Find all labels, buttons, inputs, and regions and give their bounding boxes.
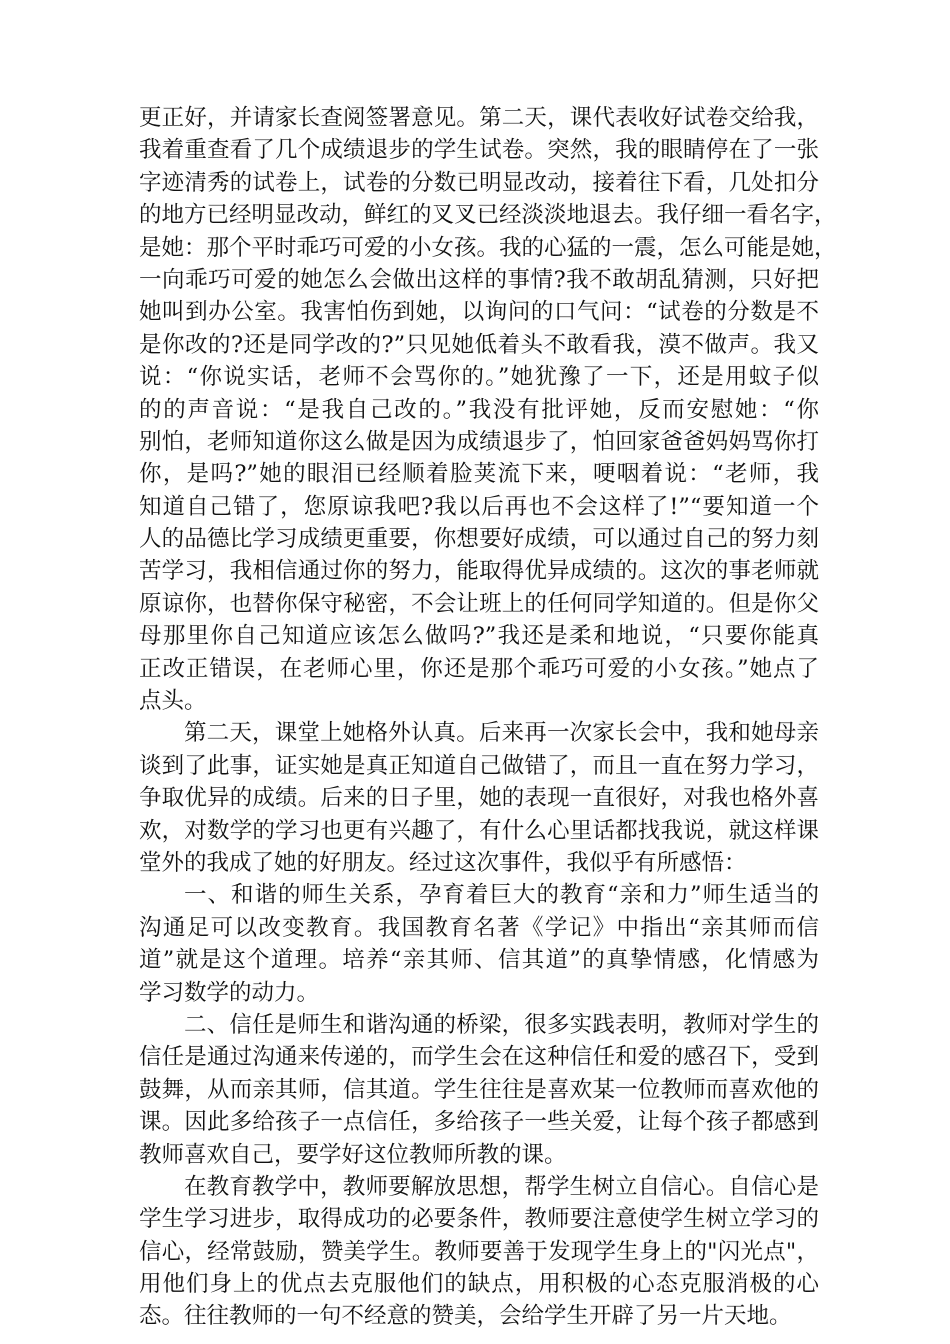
text-line: 学生学习进步，取得成功的必要条件，教师要注意使学生树立学习的 (139, 1206, 819, 1233)
paragraph-first-line: 二、信任是师生和谐沟通的桥梁，很多实践表明，教师对学生的 (184, 1011, 819, 1038)
text-line: 苦学习，我相信通过你的努力，能取得优异成绩的。这次的事老师就 (139, 558, 819, 585)
text-line: 欢，对数学的学习也更有兴趣了，有什么心里话都找我说，就这样课 (139, 817, 819, 844)
text-line: 道”就是这个道理。培养“亲其师、信其道”的真挚情感，化情感为 (139, 947, 819, 974)
paragraph-first-line: 在教育教学中，教师要解放思想，帮学生树立自信心。自信心是 (184, 1173, 819, 1200)
text-line: 点头。 (139, 688, 207, 715)
text-line: 她叫到办公室。我害怕伤到她，以询问的口气问：“试卷的分数是不 (139, 299, 819, 326)
body-text (139, 102, 837, 1333)
text-line: 一向乖巧可爱的她怎么会做出这样的事情?我不敢胡乱猜测，只好把 (139, 266, 819, 293)
text-line: 母那里你自己知道应该怎么做吗?”我还是柔和地说，“只要你能真 (139, 623, 819, 650)
text-line: 信心，经常鼓励，赞美学生。教师要善于发现学生身上的"闪光点"， (139, 1238, 819, 1265)
text-line: 是她：那个平时乖巧可爱的小女孩。我的心猛的一震，怎么可能是她， (139, 234, 837, 261)
text-line: 沟通足可以改变教育。我国教育名著《学记》中指出“亲其师而信 (139, 914, 819, 941)
text-line: 态。往往教师的一句不经意的赞美，会给学生开辟了另一片天地。 (139, 1303, 792, 1330)
text-line: 堂外的我成了她的好朋友。经过这次事件，我似乎有所感悟： (139, 849, 747, 876)
text-line: 说：“你说实话，老师不会骂你的。”她犹豫了一下，还是用蚊子似 (139, 364, 819, 391)
text-line: 更正好，并请家长查阅签署意见。第二天，课代表收好试卷交给我， (139, 105, 819, 131)
paragraph-first-line: 一、和谐的师生关系，孕育着巨大的教育“亲和力”师生适当的 (184, 882, 819, 909)
text-line: 信任是通过沟通来传递的，而学生会在这种信任和爱的感召下，受到 (139, 1044, 819, 1071)
text-line: 用他们身上的优点去克服他们的缺点，用积极的心态克服消极的心 (139, 1271, 819, 1298)
text-line: 课。因此多给孩子一点信任，多给孩子一些关爱，让每个孩子都感到 (139, 1109, 819, 1136)
text-line: 我着重查看了几个成绩退步的学生试卷。突然，我的眼睛停在了一张 (139, 137, 819, 164)
text-line: 谈到了此事，证实她是真正知道自己做错了，而且一直在努力学习， (139, 752, 819, 779)
text-line: 知道自己错了，您原谅我吧?我以后再也不会这样了!”“要知道一个 (139, 493, 819, 520)
text-line: 你，是吗?”她的眼泪已经顺着脸荚流下来，哽咽着说：“老师，我 (139, 461, 819, 488)
text-line: 鼓舞，从而亲其师，信其道。学生往往是喜欢某一位教师而喜欢他的 (139, 1076, 819, 1103)
text-line: 的的声音说：“是我自己改的。”我没有批评她，反而安慰她：“你 (139, 396, 819, 423)
text-line: 正改正错误，在老师心里，你还是那个乖巧可爱的小女孩。”她点了 (139, 655, 819, 682)
text-line: 教师喜欢自己，要学好这位教师所教的课。 (139, 1141, 567, 1168)
text-line: 争取优异的成绩。后来的日子里，她的表现一直很好，对我也格外喜 (139, 785, 819, 812)
text-line: 字迹清秀的试卷上，试卷的分数已明显改动，接着往下看，几处扣分 (139, 169, 819, 196)
text-line: 别怕，老师知道你这么做是因为成绩退步了，怕回家爸爸妈妈骂你打 (139, 428, 819, 455)
paragraph-first-line: 第二天，课堂上她格外认真。后来再一次家长会中，我和她母亲 (184, 720, 819, 747)
text-line: 学习数学的动力。 (139, 979, 320, 1006)
text-line: 的地方已经明显改动，鲜红的叉叉已经淡淡地退去。我仔细一看名字， (139, 202, 837, 229)
text-line: 是你改的?还是同学改的?”只见她低着头不敢看我，漠不做声。我又 (139, 331, 819, 358)
text-line: 人的品德比学习成绩更重要，你想要好成绩，可以通过自己的努力刻 (139, 526, 819, 553)
text-line: 原谅你，也替你保守秘密，不会让班上的任何同学知道的。但是你父 (139, 590, 819, 617)
